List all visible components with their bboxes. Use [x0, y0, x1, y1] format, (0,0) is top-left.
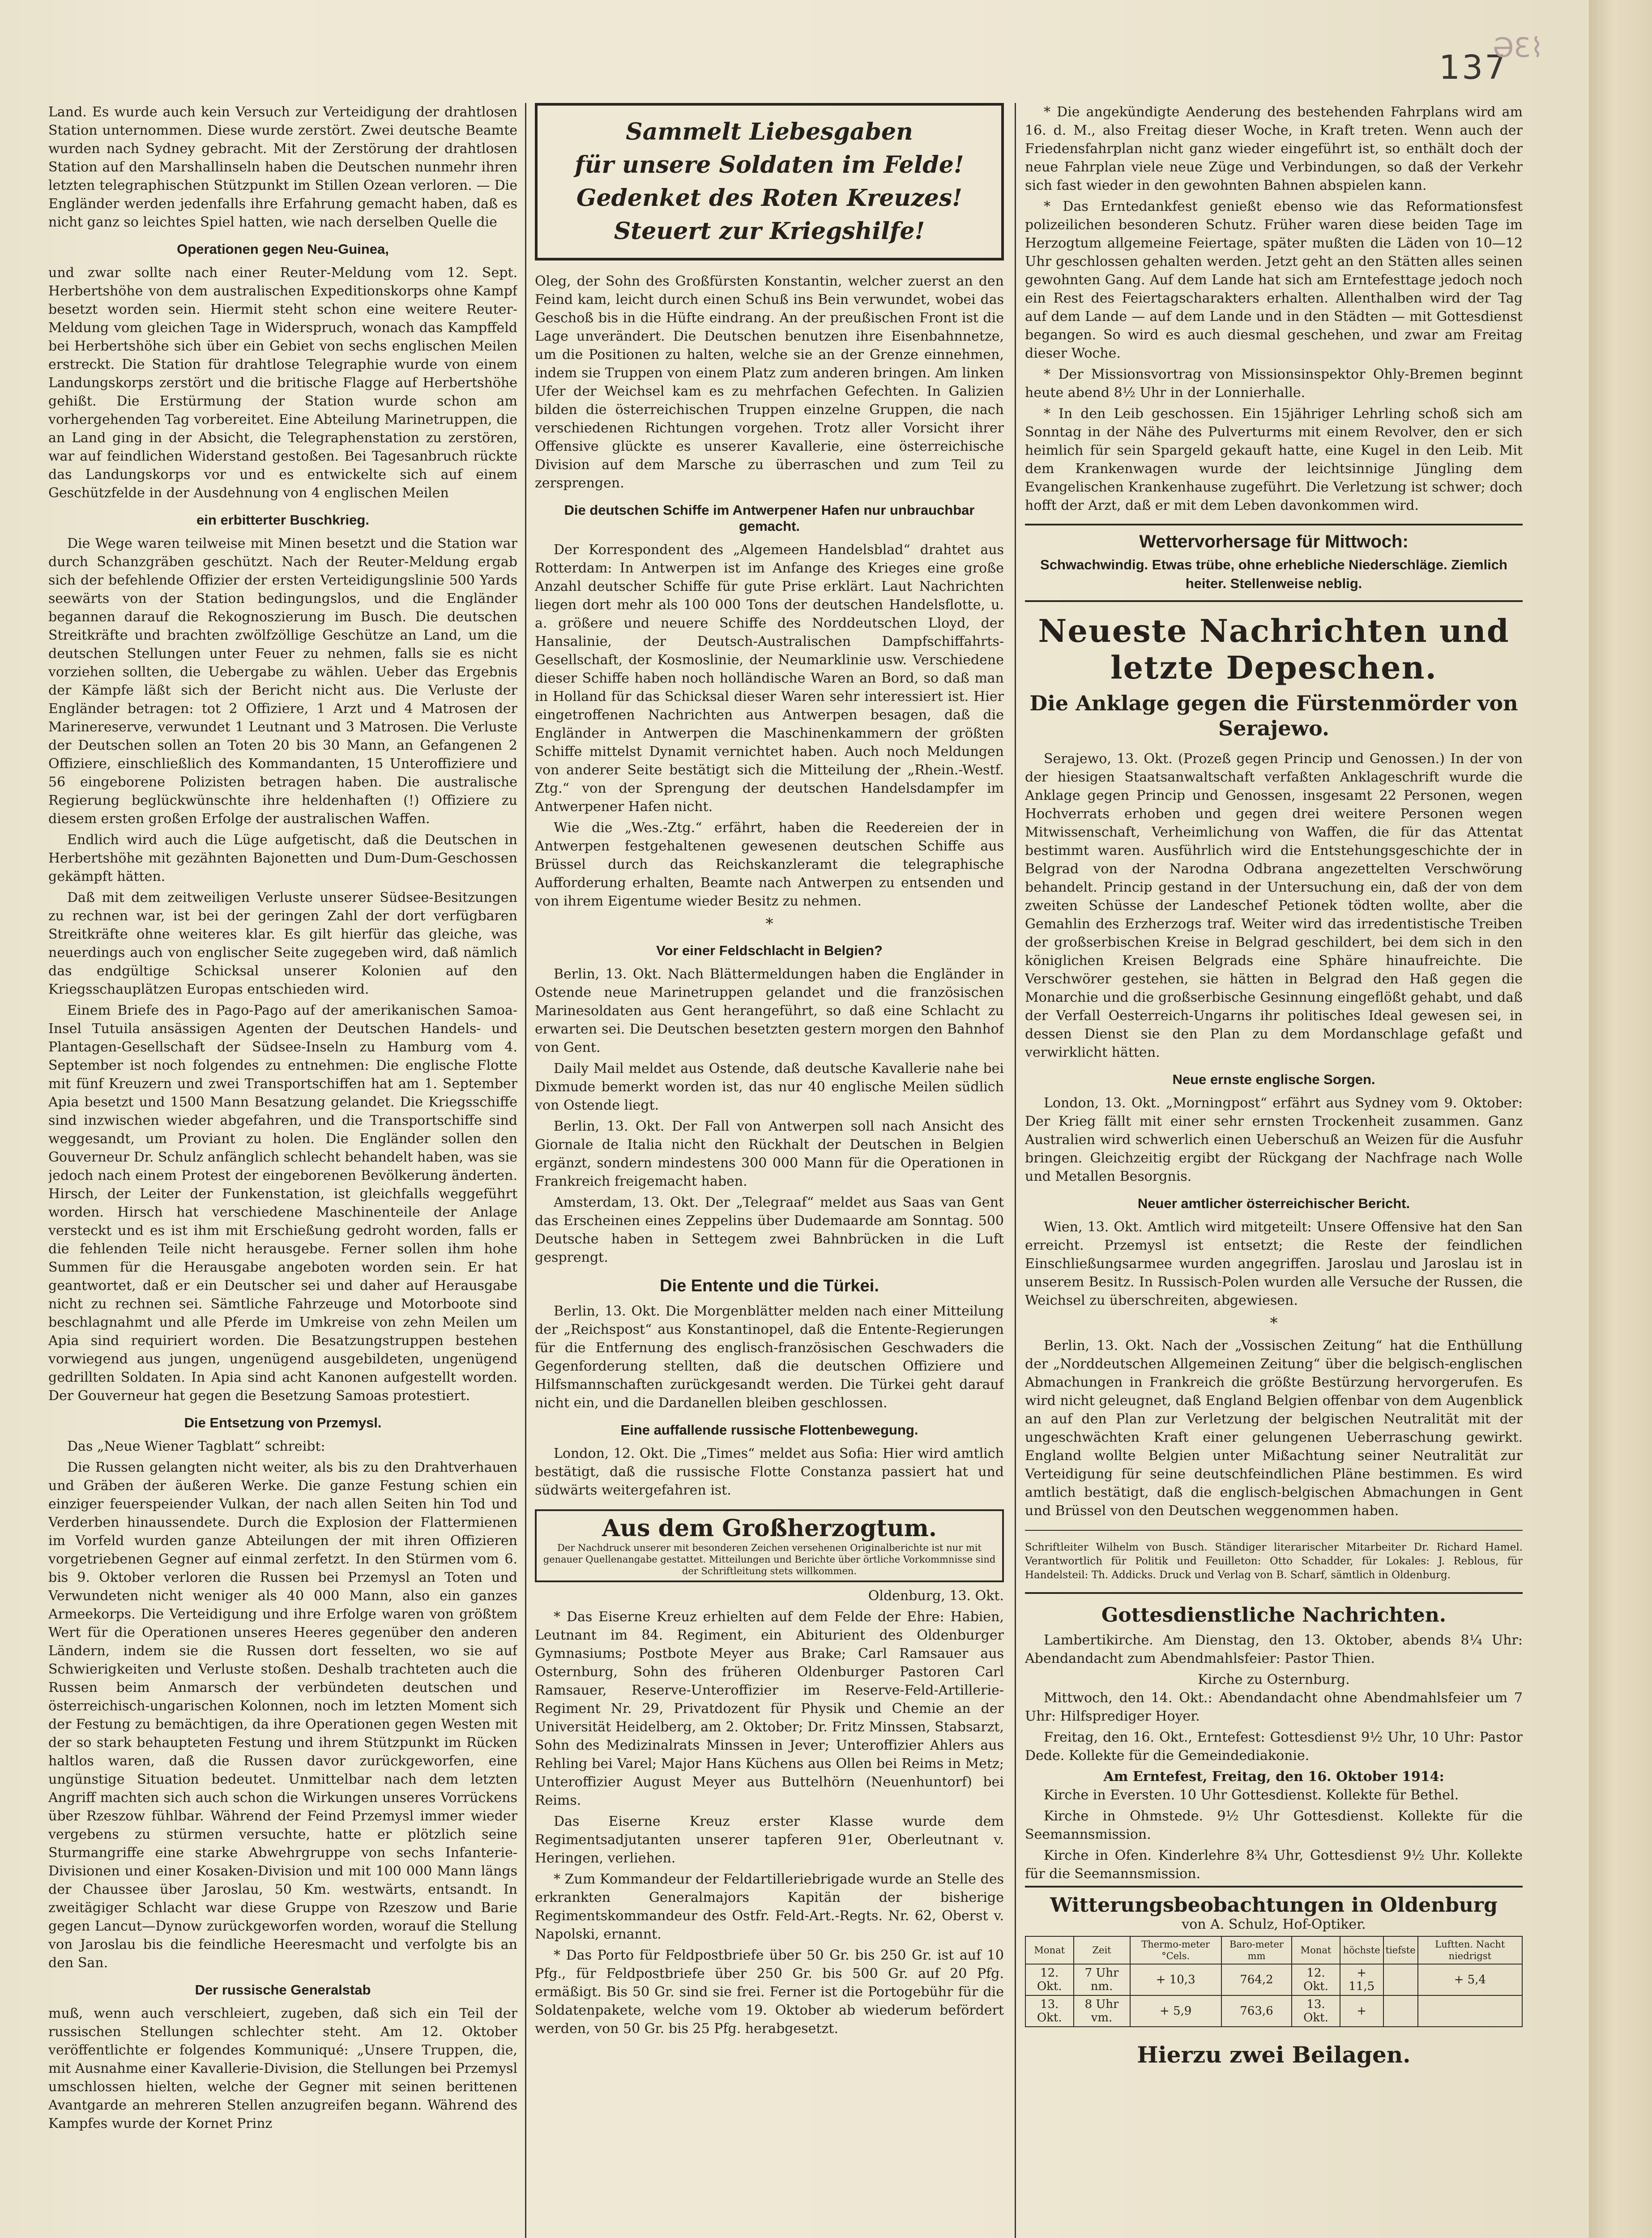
- appeal-line: Sammelt Liebesgaben: [626, 118, 913, 145]
- table-header-cell: Monat: [1025, 1936, 1074, 1964]
- subheading: Eine auffallende russische Flottenbewegung.: [620, 1422, 918, 1438]
- article-text: Das „Neue Wiener Tagblatt“ schreibt:: [67, 1439, 325, 1454]
- dateline: Oldenburg, 13. Okt.: [868, 1588, 1004, 1604]
- article-text: * Zum Kommandeur der Feldartilleriebrigade wurde an Stelle des erkrankten Generalmajors Kapitän der bisherige Regimentskommandeur des Ostfr. Feld-Art.-Regts. Nr. 62, Oberst v. Napolski, ernannt.: [535, 1871, 1004, 1942]
- appeal-line: Gedenket des Roten Kreuzes!: [576, 184, 962, 212]
- article-text: London, 12. Okt. Die „Times“ meldet aus Sofia: Hier wird amtlich bestätigt, daß die russische Flotte Constanza passiert hat und südwärts weitergefahren ist.: [535, 1446, 1004, 1498]
- article-text: Berlin, 13. Okt. Die Morgenblätter melden nach einer Mitteilung der „Reichspost“ aus Konstantinopel, daß die Entente-Regierungen für die Entfernung des englisch-französischen Geschwaders die Gegenforderung stellten, daß die deutschen Offiziere und Hilfsmannschaften zurückgesandt werden. Die Türkei geht darauf nicht ein, und die Dardanellen bleiben geschlossen.: [535, 1303, 1004, 1411]
- table-header-cell: Thermo-meter °Cels.: [1130, 1936, 1221, 1964]
- article-text: * In den Leib geschossen. Ein 15jähriger Lehrling schoß sich am Sonntag in der Nähe des Pulverturms mit einem Revolver, den er sich heimlich für sein Spargeld gekauft hatte, eine Kugel in den Leib. Mit dem Krankenwagen wurde der leichtsinnige Jüngling dem Evangelischen Krankenhause zugeführt. Die Verletzung ist schwer; doch hofft der Arzt, daß er mit dem Leben davonkommen wird.: [1025, 406, 1523, 513]
- article-text: * Das Porto für Feldpostbriefe über 50 Gr. bis 250 Gr. ist auf 10 Pfg., für Feldpostbriefe über 250 Gr. bis 500 Gr. auf 20 Pfg. ermäßigt. Bis 50 Gr. sind sie frei. Ferner ist die Portogebühr für die Soldatenpakete, welche vom 19. Oktober ab wiederum befördert werden, von 50 Gr. bis 25 Pfg. herabgesetzt.: [535, 1948, 1004, 2037]
- subheading: Die deutschen Schiffe im Antwerpener Hafen nur unbrauchbar gemacht.: [564, 502, 975, 534]
- church-entry: Kirche in Ofen. Kinderlehre 8¾ Uhr, Gottesdienst 9½ Uhr. Kollekte für die Seemannsmission.: [1025, 1848, 1523, 1882]
- subheading: ein erbitterter Buschkrieg.: [196, 512, 369, 528]
- article-text: Daß mit dem zeitweiligen Verluste unserer Südsee-Besitzungen zu rechnen war, ist bei der geringen Zahl der dort verfügbaren Streitkräfte ohne weiteres klar. Es gilt hierfür das gleiche, was neuerdings auch von englischer Seite zugegeben wird, daß nämlich das endgültige Schicksal unserer Kolonien auf den Kriegsschauplätzen Europas entschieden wird.: [48, 890, 517, 997]
- supplements-note: Hierzu zwei Beilagen.: [1137, 2042, 1411, 2068]
- table-cell: + 10,3: [1130, 1964, 1221, 1995]
- page-edge: [1589, 0, 1652, 2238]
- church-entry: Lambertikirche. Am Dienstag, den 13. Oktober, abends 8¼ Uhr: Abendandacht zum Abendmahlsfeier: Pastor Thien.: [1025, 1632, 1523, 1666]
- article-text: Serajewo, 13. Okt. (Prozeß gegen Princip und Genossen.) In der von der hiesigen Staatsanwaltschaft verfaßten Anklageschrift wurde die Anklage gegen Princip und Genossen, insgesamt 22 Personen, wegen Hochverrats erhoben und gegen drei weitere Personen wegen Mitwissenschaft, Verheimlichung von Waffen, die für das Attentat bestimmt waren. Ausführlich wird die Entstehungsgeschichte der in Belgrad von der Narodna Odbrana angezettelten Verschwörung behandelt. Princip gestand in der Untersuchung ein, daß der von dem zweiten Schüsse der Landeschef Petionek tödten wollte, aber die Gemahlin des Erzherzogs traf. Weiter wird das irredentistische Treiben der großserbischen Kreise in Belgrad geschildert, bei dem sich in den königlichen Kreisen Belgrads eine Sphäre hinaufreichte. Die Verschwörer gestehen, sie hätten in Belgrad den Haß gegen die Monarchie und die großserbische Gesinnung eingeflößt gehabt, und daß der Verfall Oesterreich-Ungarns ihr politisches Ideal gewesen sei, in dessen Dienst sie den Plan zu dem Mordanschlage gefaßt und verwirklicht hätten.: [1025, 751, 1523, 1060]
- article-text: muß, wenn auch verschleiert, zugeben, daß sich ein Teil der russischen Stellungen schlechter steht. Am 12. Oktober veröffentlichte er folgendes Kommuniqué: „Unsere Truppen, die, mit Ausnahme einer Kavallerie-Division, die Stellungen bei Przemysl umschlossen hielten, welche der Gegner mit seinen berittenen Avantgarde an mehreren Stellen anzugreifen begann. Während des Kampfes wurde der Kornet Prinz: [48, 2006, 517, 2131]
- article-text: Die Russen gelangten nicht weiter, als bis zu den Drahtverhauen und Gräben der äußeren Werke. Die ganze Festung schien ein einziger feuerspeiender Vulkan, der nach allen Seiten hin Tod und Verderben hinaussendete. Durch die Explosion der Flattermienen im Vorfeld wurden ganze Abteilungen der mit ihren Offizieren vorgetriebenen Gegner auf einmal zerfetzt. In den Stürmen vom 6. bis 9. Oktober verloren die Russen bei Przemysl an Toten und Verwundeten nicht weniger als 40 000 Mann, also ein ganzes Armeekorps. Die Verteidigung und ihre Erfolge waren von größtem Wert für die Operationen unseres Heeres gegenüber den anderen Ländern, indem sie die Russen dort fesselten, wo sie auf Schwierigkeiten und Verluste stoßen. Deshalb trachteten auch die Russen beim Anmarsch der verbündeten deutschen und österreichisch-ungarischen Kolonnen, noch im letzten Moment sich der Festung zu bemächtigen, da ihre Operationen gegen Westen mit der so stark behaupteten Festung und ihrem Stützpunkt im Rücken haltlos waren, daß die Russen davor zurückgeworfen, eine ungünstige Situation bedeutet. Unmittelbar nach dem letzten Angriff machten sich auch schon die Wirkungen unseres Vorrückens über Rzeszow fühlbar. Während der Feind Przemysl immer wieder vergebens zu stürmen versuchte, hatte er plötzlich seine Sturmangriffe eine starke Abwehrgruppe von sechs Infanterie-Divisionen und einer Kosaken-Division und mit 100 000 Mann längs der Chaussee über Jaroslau, 50 Km. westwärts, entsandt. In zweitägiger Schlacht war diese Gruppe von Rzeszow und Barie gegen Lancut—Dynow zurückgeworfen worden, worauf die Stellung von Jaroslau bis die feindliche Heeresmacht und verfolgte bis an den San.: [48, 1460, 517, 1971]
- church-entry: Kirche in Eversten. 10 Uhr Gottesdienst. Kollekte für Bethel.: [1044, 1787, 1459, 1803]
- appeal-line: Steuert zur Kriegshilfe!: [614, 218, 925, 245]
- subheading: Vor einer Feldschlacht in Belgien?: [656, 943, 883, 958]
- subheading: Neuer amtlicher österreichischer Bericht.: [1137, 1196, 1410, 1211]
- weather-title: Wettervorhersage für Mittwoch:: [1139, 532, 1409, 551]
- article-text: * Der Missionsvortrag von Missionsinspektor Ohly-Bremen beginnt heute abend 8½ Uhr in der Lonnierhalle.: [1025, 367, 1523, 401]
- table-cell: 764,2: [1221, 1964, 1292, 1995]
- article-text: Berlin, 13. Okt. Der Fall von Antwerpen soll nach Ansicht des Giornale de Italia nicht den Rückhalt der Deutschen in Belgien ergänzt, sondern mindestens 300 000 Mann für die Operationen in Frankreich freigemacht haben.: [535, 1119, 1004, 1189]
- article-text: Endlich wird auch die Lüge aufgetischt, daß die Deutschen in Herbertshöhe mit gezähnten Bajonetten und Dum-Dum-Geschossen gekämpft hätten.: [48, 832, 517, 884]
- subheading: Die Entsetzung von Przemysl.: [184, 1415, 382, 1431]
- article-text: * Die angekündigte Aenderung des bestehenden Fahrplans wird am 16. d. M., also Freitag dieser Woche, in Kraft treten. Wenn auch der Friedensfahrplan nicht ganz wieder eingeführt ist, so enthält doch der neue Fahrplan viele neue Züge und Verbindungen, so daß der Verkehr sich fast wieder in den gewohnten Bahnen abspielen kann.: [1025, 104, 1523, 193]
- separator-asterisk: *: [1270, 1314, 1278, 1332]
- table-header-cell: Monat: [1292, 1936, 1340, 1964]
- divider: [1025, 1592, 1523, 1594]
- table-header-cell: Luftten. Nacht niedrigst: [1418, 1936, 1522, 1964]
- section-note: Der Nachdruck unserer mit besonderen Zeichen versehenen Originalberichte ist nur mit genauer Quellenangabe gestattet. Mitteilungen und Berichte über örtliche Vorkommnisse sind der Schriftleitung stets willkommen.: [543, 1542, 996, 1576]
- section-header: [535, 1509, 1004, 1582]
- table-cell: [1383, 1964, 1418, 1995]
- headline: Die Anklage gegen die Fürstenmörder von Serajewo.: [1029, 691, 1518, 740]
- section-headline: Neueste Nachrichten und letzte Depeschen.: [1038, 612, 1510, 686]
- table-cell: 13. Okt.: [1292, 1995, 1340, 2027]
- church-heading: Am Erntefest, Freitag, den 16. Oktober 1914:: [1103, 1769, 1444, 1785]
- article-text: Einem Briefe des in Pago-Pago auf der amerikanischen Samoa-Insel Tutuila ansässigen Agenten der Deutschen Handels- und Plantagen-Gesellschaft der Südsee-Inseln zu Hamburg vom 4. September ist noch folgendes zu entnehmen: Die englische Flotte mit fünf Kreuzern und zwei Transportschiffen hat am 1. September Apia besetzt und 1500 Mann Besatzung gelandet. Die Kriegsschiffe sind inzwischen wieder abgefahren, und die Transportschiffe sind weggesandt, um Proviant zu holen. Die Engländer sollen den Gouverneur Dr. Schulz anfänglich schlecht behandelt haben, was sie jedoch nach einem Protest der eingeborenen Bevölkerung änderten. Hirsch, der Leiter der Funkenstation, ist gleichfalls weggeführt worden. Hirsch hat verschiedene Maschinenteile der Anlage versteckt und es ist ihm mit Erschießung gedroht worden, falls er die fehlenden Teile nicht herausgebe. Ferner sollen ihm hohe Summen für die Herausgabe angeboten worden sein. Er hat geantwortet, daß er ein Deutscher sei und daher auf Herausgabe nicht zu rechnen sei. Sämtliche Fahrzeuge und Motorboote sind beschlagnahmt und alle Pferde im Umkreise von zehn Meilen um Apia sind requiriert worden. Die Besatzungstruppen bestehen vorwiegend aus jungen, ungenügend ausgebildeten, ungenügend gedrillten Soldaten. In Apia sind acht Kanonen aufgestellt worden. Der Gouverneur hat gegen die Besetzung Samoas protestiert.: [48, 1003, 517, 1404]
- table-cell: 8 Uhr vm.: [1074, 1995, 1130, 2027]
- column-rule: [1015, 103, 1016, 2238]
- weather-observations-title: Witterungsbeobachtungen in Oldenburg: [1025, 1886, 1523, 1917]
- table-row: [1025, 1995, 1522, 2027]
- table-cell: 763,6: [1221, 1995, 1292, 2027]
- article-text: Die Wege waren teilweise mit Minen besetzt und die Station war durch Schanzgräben geschützt. Nach der Reuter-Meldung ergab sich der befehlende Offizier der ersten Verteidigungslinie 500 Yards seewärts von der Station bedingungslos, und die Engländer begannen darauf die Rekognoszierung im Busch. Die deutschen Streitkräfte und brachten zwölfzöllige Geschütze an Land, um die deutschen Stellungen unter Feuer zu nehmen, falls sie es nicht vorziehen sollten, die Uebergabe zu wählen. Ueber das Ergebnis der Kämpfe läßt sich der Bericht nicht aus. Die Verluste der Engländer betragen: tot 2 Offiziere, 1 Arzt und 4 Matrosen der Marinereserve, verwundet 1 Leutnant und 3 Matrosen. Die Verluste der Deutschen sollen an Toten 20 bis 30 Mann, an Gefangenen 2 Offiziere, einschließlich des Kommandanten, 15 Unteroffiziere und 56 eingeborene Polizisten betragen haben. Die australische Regierung beglückwünschte ihre heldenhaften (!) Offiziere zu diesem ersten großen Erfolge der australischen Waffen.: [48, 536, 517, 827]
- table-cell: + 5,4: [1418, 1964, 1522, 1995]
- page-number: 137: [1439, 48, 1508, 87]
- article-text: * Das Erntedankfest genießt ebenso wie das Reformationsfest polizeilichen besonderen Schutz. Früher waren diese beiden Tage im Herzogtum allgemeine Feiertage, später mußten die Läden von 10—12 Uhr geschlossen gehalten werden. Jetzt geht an den Stätten alles seinen gewohnten Gang. Auf dem Lande hat sich am Erntefesttage jedoch noch ein Rest des Feiertagscharakters erhalten. Allenthalben wird der Tag auf dem Lande — auf dem Lande und in den Städten — mit Gottesdienst begangen. So wird es auch diesmal geschehen, und zwar am Freitag dieser Woche.: [1025, 199, 1523, 361]
- article-text: Das Eiserne Kreuz erster Klasse wurde dem Regimentsadjutanten unserer tapferen 91er, Oberleutnant v. Heringen, verliehen.: [535, 1814, 1004, 1866]
- table-cell: 13. Okt.: [1025, 1995, 1074, 2027]
- article-text: London, 13. Okt. „Morningpost“ erfährt aus Sydney vom 9. Oktober: Der Krieg fällt mit einer sehr ernsten Trockenheit zusammen. Ganz Australien wird schwerlich einen Ueberschuß an Weizen für die Ausfuhr bringen. Gleichzeitig ergibt der Rückgang der Nachfrage nach Wolle und Metallen Besorgnis.: [1025, 1095, 1523, 1184]
- separator-asterisk: *: [765, 915, 773, 933]
- article-text: Wien, 13. Okt. Amtlich wird mitgeteilt: Unsere Offensive hat den San erreicht. Przemysl ist entsetzt; die Reste der feindlichen Einschließungsarmee wurden angegriffen. Jaroslau und Jaroslau ist in unserem Besitz. In Russisch-Polen wurden alle Versuche der Russen, die Weichsel zu überschreiten, abgewiesen.: [1025, 1219, 1523, 1308]
- column-right: [1025, 103, 1523, 2238]
- table-row: [1025, 1964, 1522, 1995]
- table-cell: + 5,9: [1130, 1995, 1221, 2027]
- article-text: Daily Mail meldet aus Ostende, daß deutsche Kavallerie nahe bei Dixmude bemerkt worden ist, das nur 40 englische Meilen südlich von Ostende liegt.: [535, 1061, 1004, 1113]
- subheading: Operationen gegen Neu-Guinea,: [177, 241, 389, 257]
- table-header-cell: höchste: [1340, 1936, 1383, 1964]
- subheading: Neue ernste englische Sorgen.: [1172, 1072, 1375, 1087]
- table-cell: [1383, 1995, 1418, 2027]
- column-left: [48, 103, 517, 2238]
- imprint: Schriftleiter Wilhelm von Busch. Ständiger literarischer Mitarbeiter Dr. Richard Hamel. Verantwortlich für Politik und Feuilleton: Otto Schadder, für Lokales: J. Reblous, für Handelsteil: Th. Addicks. Druck und Verlag von B. Scharf, sämtlich in Oldenburg.: [1025, 1542, 1523, 1581]
- table-header-cell: Zeit: [1074, 1936, 1130, 1964]
- section-title: Aus dem Großherzogtum.: [602, 1515, 937, 1542]
- article-text: Berlin, 13. Okt. Nach der „Vossischen Zeitung“ hat die Enthüllung der „Norddeutschen Allgemeinen Zeitung“ über die belgisch-englischen Abmachungen in Frankreich die größte Bestürzung hervorgerufen. Es wird nicht geleugnet, daß England Belgien offenbar von dem Augenblick an auf den Plan zur Verletzung der belgischen Neutralität mit der ungeschwächten Kraft einer gelungenen Ueberraschung gewirkt. England wollte Belgien unter Mißachtung seiner Neutralität zur Verteidigung für seine deutschfeindlichen Pläne bestimmen. Es wird amtlich bestätigt, daß die englisch-belgischen Abmachungen in Gent und Brüssel von den Deutschen weggenommen haben.: [1025, 1338, 1523, 1519]
- column-middle: [535, 103, 1004, 2238]
- table-cell: 12. Okt.: [1025, 1964, 1074, 1995]
- article-text: Land. Es wurde auch kein Versuch zur Verteidigung der drahtlosen Station unternommen. Diese wurde zerstört. Zwei deutsche Beamte wurden nach Sydney gebracht. Mit der Zerstörung der drahtlosen Station auf den Marshallinseln haben die Deutschen nunmehr ihren letzten telegraphischen Stützpunkt im Stillen Ozean verloren. — Die Engländer werden jedenfalls ihre Erfahrung gemacht haben, daß es nicht ganz so leichtes Spiel hatten, wie nach derselben Quelle die: [48, 104, 517, 230]
- article-text: Berlin, 13. Okt. Nach Blättermeldungen haben die Engländer in Ostende neue Marinetruppen gelandet und die französischen Marinesoldaten aus Gent herangeführt, so daß eine Schlacht zu erwarten sei. Die Deutschen besetzten gestern morgen den Bahnhof von Gent.: [535, 966, 1004, 1055]
- article-text: Wie die „Wes.-Ztg.“ erfährt, haben die Reedereien der in Antwerpen festgehaltenen gewesenen deutschen Schiffe aus Brüssel durch das Reichskanzleramt die telegraphische Aufforderung erhalten, Beamte nach Antwerpen zu entsenden und von ihrem Eigentume wieder Besitz zu nehmen.: [535, 820, 1004, 909]
- table-cell: 7 Uhr nm.: [1074, 1964, 1130, 1995]
- table-header-cell: Baro-meter mm: [1221, 1936, 1292, 1964]
- article-text: Oleg, der Sohn des Großfürsten Konstantin, welcher zuerst an den Feind kam, leicht durch einen Schuß ins Bein verwundet, wobei das Geschoß bis in die Hüfte eindrang. An der preußischen Front ist die Lage unverändert. Die Deutschen benutzen ihre Eisenbahnnetze, um die Positionen zu halten, welche sie an der Grenze einnehmen, indem sie Truppen von einem Platz zum anderen bringen. Am linken Ufer der Weichsel kam es zu mehrfachen Gefechten. In Galizien bilden die österreichischen Truppen einzelne Gruppen, die nach verschiedenen Richtungen vorgehen. Trotz aller Vorsicht ihrer Offensive glückte es unserer Kavallerie, eine österreichische Division auf dem Marsche zu überraschen und zum Teil zu zersprengen.: [535, 273, 1004, 491]
- article-text: Amsterdam, 13. Okt. Der „Telegraaf“ meldet aus Saas van Gent das Erscheinen eines Zeppelins über Dudemaarde am Sonntag. 500 Deutsche haben in Settegem zwei Bahnbrücken in die Luft gesprengt.: [535, 1195, 1004, 1265]
- pencil-mark: ƏƐ⌇: [1493, 32, 1544, 64]
- table-cell: + 11,5: [1340, 1964, 1383, 1995]
- table-cell: [1418, 1995, 1522, 2027]
- weather-observations-credit: von A. Schulz, Hof-Optiker.: [1182, 1917, 1366, 1932]
- table-cell: +: [1340, 1995, 1383, 2027]
- church-news-title: Gottesdienstliche Nachrichten.: [1101, 1604, 1447, 1627]
- church-entry: Mittwoch, den 14. Okt.: Abendandacht ohne Abendmahlsfeier um 7 Uhr: Hilfsprediger Hoyer.: [1025, 1690, 1523, 1724]
- subheading: Der russische Generalstab: [195, 1982, 371, 1998]
- church-heading: Kirche zu Osternburg.: [1198, 1672, 1350, 1687]
- church-entry: Kirche in Ohmstede. 9½ Uhr Gottesdienst. Kollekte für die Seemannsmission.: [1025, 1808, 1523, 1842]
- subheading: Die Entente und die Türkei.: [660, 1277, 879, 1295]
- weather-observations-table: [1025, 1936, 1523, 2027]
- article-text: und zwar sollte nach einer Reuter-Meldung vom 12. Sept. Herbertshöhe von dem australischen Expeditionskorps ohne Kampf besetzt worden sein. Hiermit steht schon eine weitere Reuter-Meldung vom gleichen Tage in Widerspruch, wonach das Kampffeld bei Herbertshöhe sich über ein Gebiet von sechs englischen Meilen erstreckt. Die Station für drahtlose Telegraphie wurde von einem Landungskorps zerstört und die britische Flagge auf Herbertshöhe gehißt. Die Erstürmung der Station wurde schon am vorhergehenden Tag vorbereitet. Eine Abteilung Marinetruppen, die an Land ging in der Absicht, die Telegraphenstation zu zerstören, war auf feindlichen Widerstand gestoßen. Bei Tagesanbruch rückte das Landungskorps vor und es entwickelte sich auf einem Geschützfelde in der Ausdehnung von 4 englischen Meilen: [48, 265, 517, 501]
- table-header-row: [1025, 1936, 1522, 1964]
- table-header-cell: tiefste: [1383, 1936, 1418, 1964]
- column-rule: [525, 103, 526, 2238]
- weather-text: Schwachwindig. Etwas trübe, ohne erhebliche Niederschläge. Ziemlich heiter. Stellenweise neblig.: [1040, 557, 1507, 591]
- article-text: * Das Eiserne Kreuz erhielten auf dem Felde der Ehre: Habien, Leutnant im 84. Regiment, ein Abiturient des Oldenburger Gymnasiums; Postbote Meyer aus Brake; Carl Ramsauer aus Osternburg, Sohn des früheren Oldenburger Pastoren Carl Ramsauer, Reserve-Unteroffizier im Reserve-Feld-Artillerie-Regiment Nr. 29, Privatdozent für Physik und Chemie an der Universität Heidelberg, am 2. Oktober; Dr. Fritz Minssen, Stabsarzt, Sohn des Medizinalrats Minssen in Jever; Unteroffizier Ahlers aus Rehling bei Varel; Major Hans Küchens aus Ollen bei Reims in Metz; Unteroffizier August Meyer aus Buttelhörn (Neuenhuntorf) bei Reims.: [535, 1609, 1004, 1808]
- appeal-box: [535, 103, 1004, 261]
- appeal-line: für unsere Soldaten im Felde!: [575, 151, 964, 179]
- article-text: Der Korrespondent des „Algemeen Handelsblad“ drahtet aus Rotterdam: In Antwerpen ist im Anfange des Krieges eine große Anzahl deutscher Schiffe für gute Prise erklärt. Laut Nachrichten liegen dort mehr als 100 000 Tons der deutschen Handelsflotte, u. a. größere und neuere Schiffe des Norddeutschen Lloyd, der Hansalinie, der Deutsch-Australischen Dampfschiffahrts-Gesellschaft, der Kosmoslinie, der Neumarklinie usw. Verschiedene dieser Schiffe haben noch holländische Waren an Bord, so daß man in Holland für das Schicksal dieser Waren sehr interessiert ist. Hier eingetroffenen Nachrichten aus Antwerpen besagen, daß die Engländer in Antwerpen die Maschinenkammern der größten Schiffe mittelst Dynamit vernichtet haben. Auch noch Meldungen von anderer Seite bestätigt sich die Mitteilung der „Rhein.-Westf. Ztg.“ von der Sprengung der deutschen Handelsdampfer im Antwerpener Hafen nicht.: [535, 542, 1004, 815]
- divider: [1025, 1530, 1523, 1531]
- church-entry: Freitag, den 16. Okt., Erntefest: Gottesdienst 9½ Uhr, 10 Uhr: Pastor Dede. Kollekte für die Gemeindediakonie.: [1025, 1730, 1523, 1764]
- weather-forecast: [1025, 524, 1523, 602]
- table-cell: 12. Okt.: [1292, 1964, 1340, 1995]
